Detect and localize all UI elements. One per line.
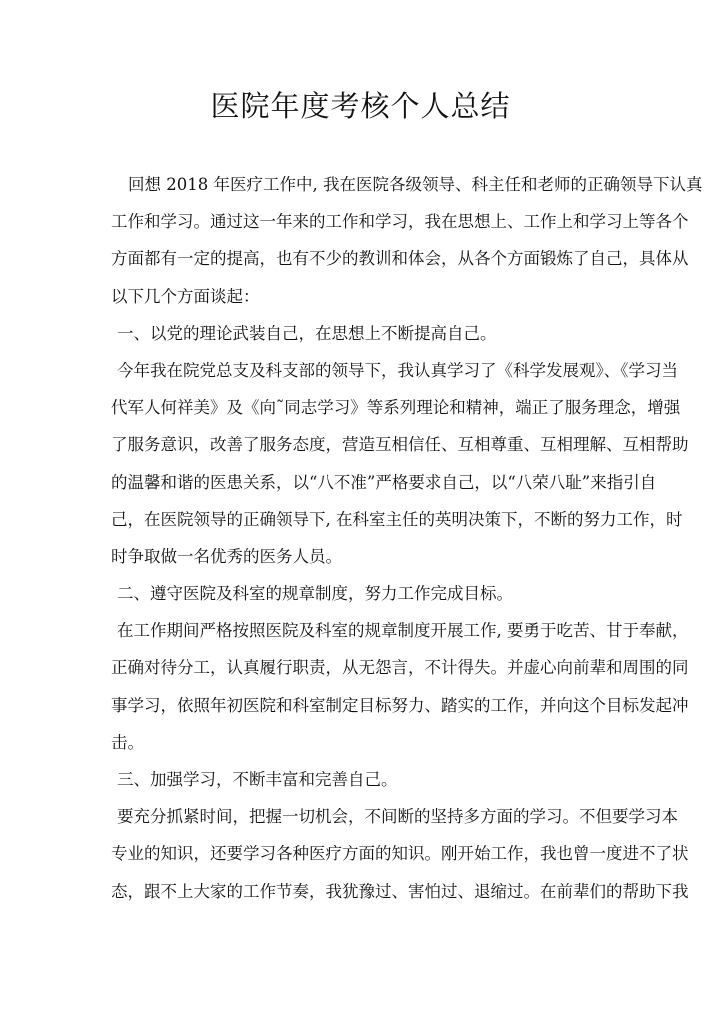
text-line: 击。 [111, 732, 144, 752]
text-line: 工作和学习。通过这一年来的工作和学习，我在思想上、工作上和学习上等各个 [111, 212, 689, 232]
text-line: 以下几个方面谈起： [111, 286, 260, 306]
text-line: 态，跟不上大家的工作节奏，我犹豫过、害怕过、退缩过。在前辈们的帮助下我 [111, 881, 689, 901]
text-line: 方面都有一定的提高，也有不少的教训和体会，从各个方面锻炼了自己，具体从 [111, 249, 689, 269]
text-line: 己，在医院领导的正确领导下, 在科室主任的英明决策下，不断的努力工作，时 [111, 509, 683, 529]
text-line: 了服务意识，改善了服务态度，营造互相信任、互相尊重、互相理解、互相帮助 [111, 435, 689, 455]
text-line: 时争取做一名优秀的医务人员。 [111, 546, 342, 566]
document-body [111, 174, 703, 918]
text-line: 今年我在院党总支及科支部的领导下，我认真学习了《科学发展观》、《学习当 [117, 360, 678, 380]
text-line: 正确对待分工，认真履行职责，从无怨言，不计得失。并虚心向前辈和周围的同 [111, 658, 689, 678]
text-line: 代军人何祥美》及《向˜同志学习》等系列理论和精神，端正了服务理念，增强 [111, 398, 681, 418]
section-heading-1: 一、以党的理论武装自己，在思想上不断提高自己。 [117, 323, 497, 343]
text-line: 专业的知识，还要学习各种医疗方面的知识。刚开始工作，我也曾一度进不了状 [111, 844, 689, 864]
text-line: 的温馨和谐的医患关系，以“八不准”严格要求自己，以“八荣八耻”来指引自 [111, 472, 657, 492]
text-line: 事学习，依照年初医院和科室制定目标努力、踏实的工作，并向这个目标发起冲 [111, 695, 689, 715]
page-title: 医院年度考核个人总结 [210, 89, 511, 123]
section-heading-3: 三、加强学习，不断丰富和完善自己。 [117, 770, 398, 789]
text-line: 回想 2018 年医疗工作中, 我在医院各级领导、科主任和老师的正确领导下认真 [128, 175, 703, 194]
section-heading-2: 二、遵守医院及科室的规章制度，努力工作完成目标。 [117, 584, 513, 604]
text-line: 在工作期间严格按照医院及科室的规章制度开展工作, 要勇于吃苦、甘于奉献， [117, 621, 689, 641]
text-line: 要充分抓紧时间，把握一切机会，不间断的坚持多方面的学习。不但要学习本 [117, 807, 678, 827]
